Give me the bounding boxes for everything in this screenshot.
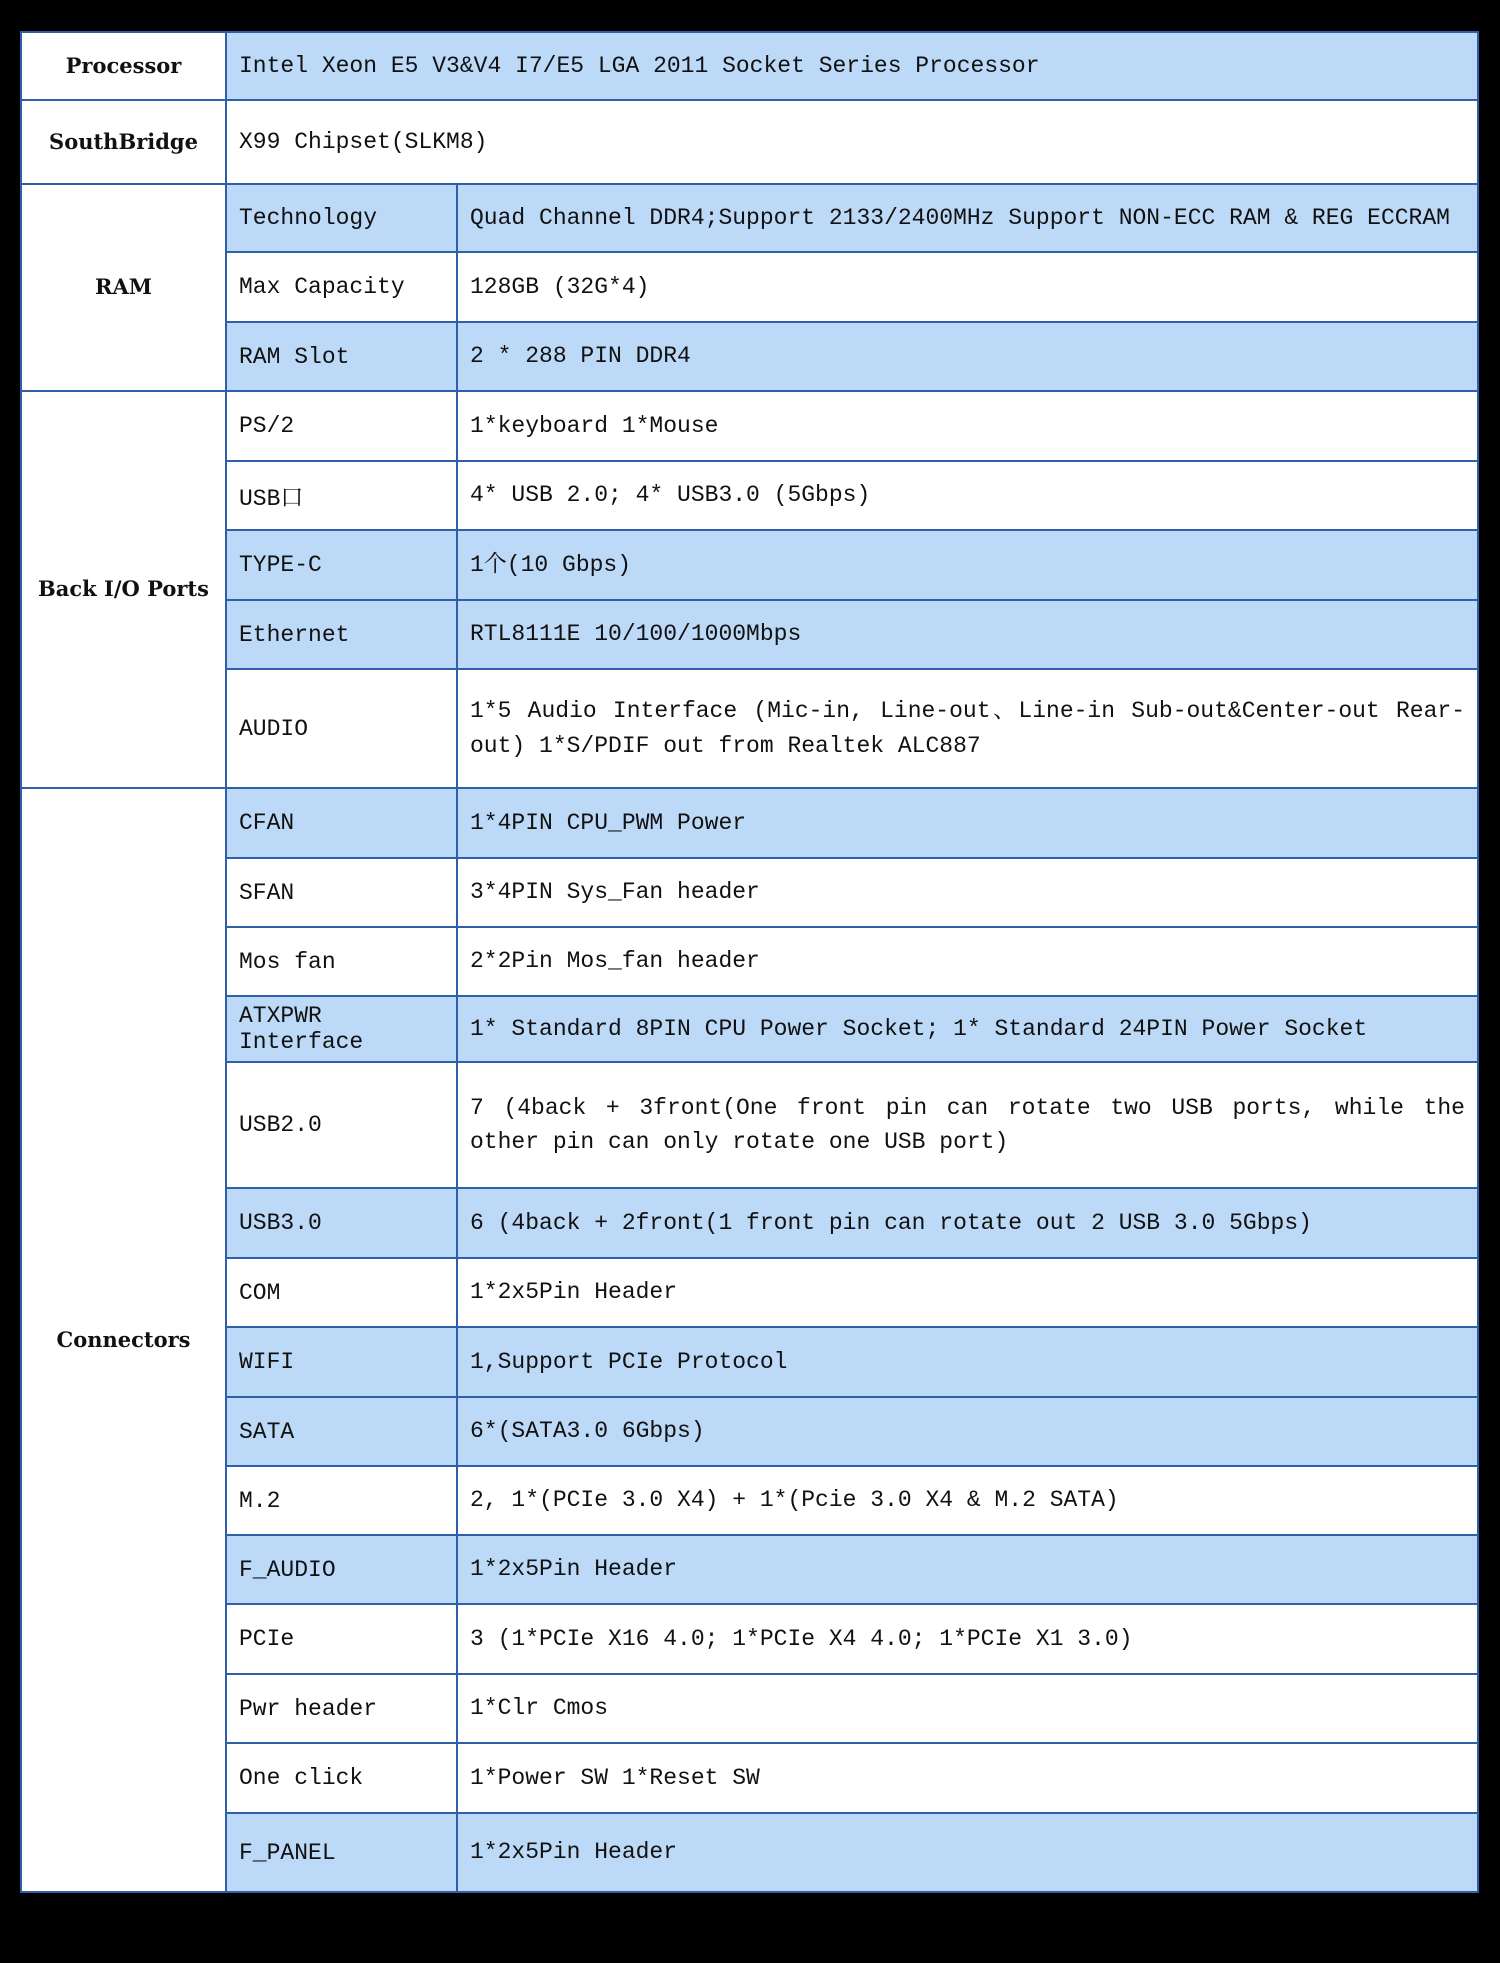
spec-value: 6*(SATA3.0 6Gbps) — [457, 1397, 1478, 1466]
spec-name: CFAN — [226, 788, 457, 858]
spec-name: Pwr header — [226, 1674, 457, 1743]
spec-name: PCIe — [226, 1604, 457, 1674]
table-row — [21, 1466, 1478, 1535]
table-row — [21, 788, 1478, 858]
table-row — [21, 1813, 1478, 1892]
spec-name: Max Capacity — [226, 252, 457, 322]
table-row — [21, 927, 1478, 996]
table-row — [21, 391, 1478, 461]
spec-value: 2, 1*(PCIe 3.0 X4) + 1*(Pcie 3.0 X4 & M.2 SATA) — [457, 1466, 1478, 1535]
spec-name: M.2 — [226, 1466, 457, 1535]
table-row — [21, 252, 1478, 322]
table-row — [21, 32, 1478, 100]
table-row — [21, 461, 1478, 530]
table-row — [21, 600, 1478, 669]
spec-value: 1*Clr Cmos — [457, 1674, 1478, 1743]
spec-value: 3 (1*PCIe X16 4.0; 1*PCIe X4 4.0; 1*PCIe X1 3.0) — [457, 1604, 1478, 1674]
spec-value: Intel Xeon E5 V3&V4 I7/E5 LGA 2011 Socket Series Processor — [226, 32, 1478, 100]
table-row — [21, 1327, 1478, 1397]
table-row — [21, 1397, 1478, 1466]
spec-value: 6 (4back + 2front(1 front pin can rotate out 2 USB 3.0 5Gbps) — [457, 1188, 1478, 1258]
spec-value: 1*keyboard 1*Mouse — [457, 391, 1478, 461]
table-row — [21, 530, 1478, 600]
spec-value: 7 (4back + 3front(One front pin can rotate two USB ports, while the other pin can only rotate one USB port) — [457, 1062, 1478, 1188]
table-row — [21, 1743, 1478, 1813]
spec-name: USB口 — [226, 461, 457, 530]
spec-value: 1*Power SW 1*Reset SW — [457, 1743, 1478, 1813]
spec-value: 1*2x5Pin Header — [457, 1813, 1478, 1892]
table-row — [21, 858, 1478, 927]
spec-value: 2 * 288 PIN DDR4 — [457, 322, 1478, 391]
table-row — [21, 184, 1478, 252]
table-row — [21, 322, 1478, 391]
table-row — [21, 996, 1478, 1062]
spec-name: WIFI — [226, 1327, 457, 1397]
spec-name: Mos fan — [226, 927, 457, 996]
spec-name: USB2.0 — [226, 1062, 457, 1188]
table-row — [21, 1188, 1478, 1258]
table-row — [21, 1674, 1478, 1743]
spec-name: F_PANEL — [226, 1813, 457, 1892]
table-row — [21, 1258, 1478, 1327]
spec-value: 3*4PIN Sys_Fan header — [457, 858, 1478, 927]
spec-value: 1*5 Audio Interface (Mic-in, Line-out、Line-in Sub-out&Center-out Rear-out) 1*S/PDIF out from Realtek ALC887 — [457, 669, 1478, 788]
spec-name: SFAN — [226, 858, 457, 927]
spec-value: 1*2x5Pin Header — [457, 1258, 1478, 1327]
spec-name: F_AUDIO — [226, 1535, 457, 1604]
spec-value: Quad Channel DDR4;Support 2133/2400MHz Support NON-ECC RAM & REG ECCRAM — [457, 184, 1478, 252]
spec-value: 2*2Pin Mos_fan header — [457, 927, 1478, 996]
spec-table — [20, 31, 1479, 1893]
table-row — [21, 1062, 1478, 1188]
spec-value: X99 Chipset(SLKM8) — [226, 100, 1478, 184]
category-label: Processor — [21, 32, 226, 100]
table-row — [21, 1535, 1478, 1604]
category-label: RAM — [21, 184, 226, 391]
table-row — [21, 669, 1478, 788]
spec-name: AUDIO — [226, 669, 457, 788]
spec-value: 1*2x5Pin Header — [457, 1535, 1478, 1604]
category-label: Connectors — [21, 788, 226, 1892]
spec-name: RAM Slot — [226, 322, 457, 391]
spec-value: 128GB (32G*4) — [457, 252, 1478, 322]
spec-value: 1*4PIN CPU_PWM Power — [457, 788, 1478, 858]
table-row — [21, 1604, 1478, 1674]
spec-name: USB3.0 — [226, 1188, 457, 1258]
spec-name: TYPE-C — [226, 530, 457, 600]
spec-value: 1* Standard 8PIN CPU Power Socket; 1* Standard 24PIN Power Socket — [457, 996, 1478, 1062]
spec-name: ATXPWR Interface — [226, 996, 457, 1062]
spec-value: 1个(10 Gbps) — [457, 530, 1478, 600]
spec-name: SATA — [226, 1397, 457, 1466]
category-label: SouthBridge — [21, 100, 226, 184]
spec-name: PS/2 — [226, 391, 457, 461]
spec-value: 1,Support PCIe Protocol — [457, 1327, 1478, 1397]
spec-name: One click — [226, 1743, 457, 1813]
spec-value: 4* USB 2.0; 4* USB3.0 (5Gbps) — [457, 461, 1478, 530]
spec-name: Ethernet — [226, 600, 457, 669]
category-label: Back I/O Ports — [21, 391, 226, 788]
spec-value: RTL8111E 10/100/1000Mbps — [457, 600, 1478, 669]
spec-name: COM — [226, 1258, 457, 1327]
spec-name: Technology — [226, 184, 457, 252]
table-row — [21, 100, 1478, 184]
